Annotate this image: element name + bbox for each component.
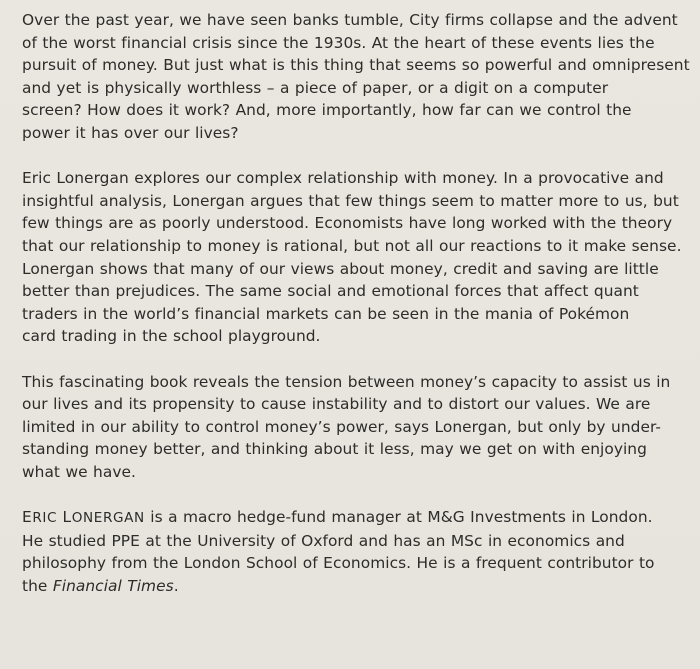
text-line: and yet is physically worthless – a piece of paper, or a digit on a computer (22, 78, 609, 97)
bio-text: . (173, 576, 179, 595)
blurb-paragraph-2 (22, 167, 682, 348)
text-line: better than prejudices. The same social and emotional forces that affect quant (22, 282, 639, 301)
text-line: what we have. (22, 462, 136, 481)
blurb-paragraph-3 (22, 371, 678, 484)
text-line: insightful analysis, Lonergan argues that few things seem to matter more to us, but (22, 191, 679, 210)
text-line: Over the past year, we have seen banks tumble, City firms collapse and the advent (22, 11, 678, 29)
text-line: traders in the world’s financial markets can be seen in the mania of Pokémon (22, 304, 630, 323)
text-line (22, 575, 678, 598)
text-line: few things are as poorly understood. Economists have long worked with the theory (22, 214, 673, 233)
text-line: of the worst financial crisis since the 1930s. At the heart of these events lies the (22, 33, 655, 52)
text-line: Lonergan shows that many of our views about money, credit and saving are little (22, 259, 659, 278)
text-line: standing money better, and thinking about it less, may we get on with enjoying (22, 440, 647, 459)
blurb-paragraph-1 (22, 9, 690, 145)
text-line: This fascinating book reveals the tension between money’s capacity to assist us in (22, 372, 671, 391)
bio-text: the (22, 576, 53, 595)
bio-text: is a macro hedge-fund manager at M&G Investments in London. (144, 508, 653, 527)
text-line: power it has over our lives? (22, 123, 239, 142)
text-line: Eric Lonergan explores our complex relationship with money. In a provocative and (22, 169, 664, 188)
text-line: He studied PPE at the University of Oxford and has an MSc in economics and (22, 531, 625, 550)
text-line: philosophy from the London School of Economics. He is a frequent contributor to (22, 554, 655, 573)
text-line: our lives and its propensity to cause instability and to distort our values. We are (22, 395, 651, 414)
author-name: ERIC LONERGAN (22, 508, 145, 527)
text-line: screen? How does it work? And, more importantly, how far can we control the (22, 101, 632, 120)
author-bio (22, 506, 678, 597)
text-line (22, 506, 678, 530)
publication-title: Financial Times (52, 576, 174, 595)
text-line: card trading in the school playground. (22, 327, 321, 346)
text-line: pursuit of money. But just what is this thing that seems so powerful and omnipresent (22, 56, 690, 75)
text-line: that our relationship to money is rational, but not all our reactions to it make sense. (22, 236, 682, 255)
text-line: limited in our ability to control money’s power, says Lonergan, but only by under- (22, 417, 661, 436)
